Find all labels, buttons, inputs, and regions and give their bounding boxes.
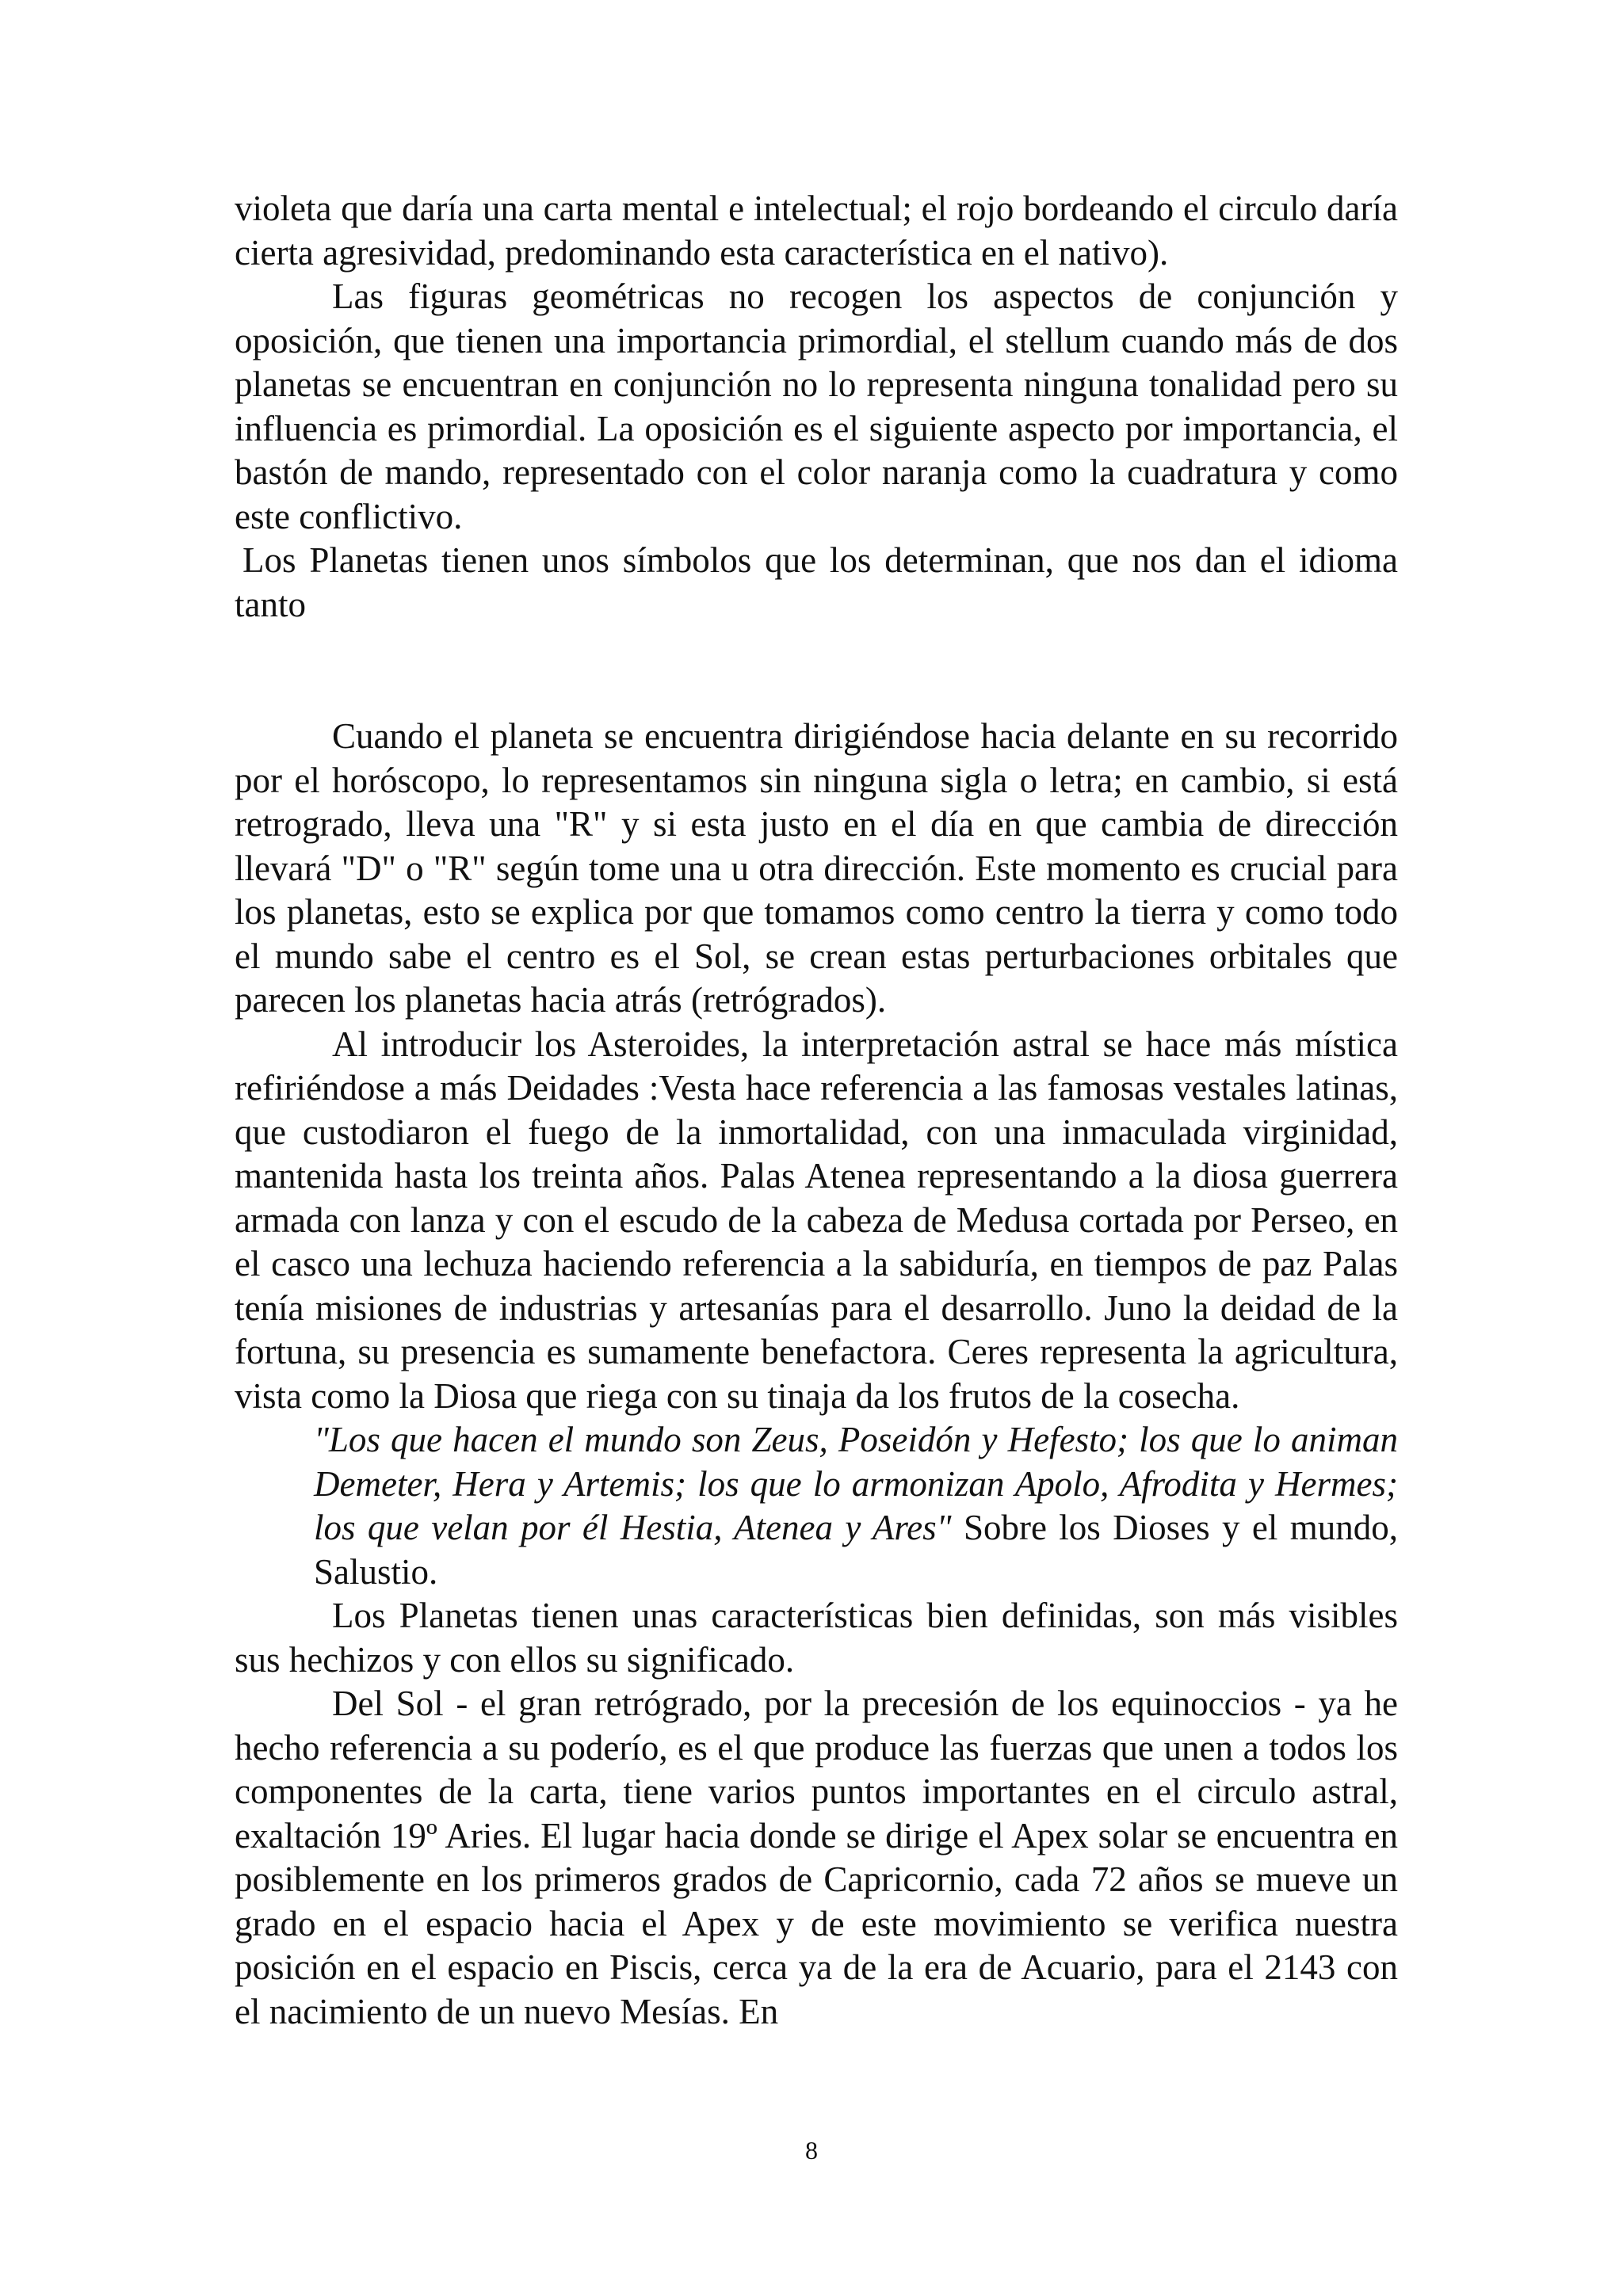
paragraph-geometric-figures: Las figuras geométricas no recogen los aspectos de conjunción y oposición, que tienen una importancia primordial, el stellum cuando más de dos planetas se encuentran en conjunción no lo representa ninguna tonalidad pero su influencia es primordial. La oposición es el siguiente aspecto por importancia, el bastón de mando, representado con el color naranja como la cuadratura y como este conflictivo. <box>235 277 1398 536</box>
paragraph-sun: Del Sol - el gran retrógrado, por la precesión de los equinoccios - ya he hecho referencia a su poderío, es el que produce las fuerzas que unen a todos los componentes de la carta, tiene varios puntos importantes en el circulo astral, exaltación 19º Aries. El lugar hacia donde se dirige el Apex solar se encuentra en posiblemente en los primeros grados de Capricornio, cada 72 años se mueve un grado en el espacio hacia el Apex y de este movimiento se verifica nuestra posición en el espacio en Piscis, cerca ya de la era de Acuario, para el 2143 con el nacimiento de un nuevo Mesías. En <box>235 1684 1398 2031</box>
paragraph-planet-symbols: Los Planetas tienen unos símbolos que los determinan, que nos dan el idioma tanto <box>235 540 1398 624</box>
page-body <box>235 187 1398 2034</box>
quote-source: Sobre los Dioses y el mundo, Salustio. <box>314 1508 1398 1592</box>
paragraph-color-continuation: violeta que daría una carta mental e intelectual; el rojo bordeando el circulo daría cierta agresividad, predominando esta característica en el nativo). <box>235 189 1398 273</box>
blank-gap <box>235 627 1398 715</box>
paragraph-asteroids: Al introducir los Asteroides, la interpretación astral se hace más mística refiriéndose a más Deidades :Vesta hace referencia a las famosas vestales latinas, que custodiaron el fuego de la inmortalidad, con una inmaculada virginidad, mantenida hasta los treinta años. Palas Atenea representando a la diosa guerrera armada con lanza y con el escudo de la cabeza de Medusa cortada por Perseo, en el casco una lechuza haciendo referencia a la sabiduría, en tiempos de paz Palas tenía misiones de industrias y artesanías para el desarrollo. Juno la deidad de la fortuna, su presencia es sumamente benefactora. Ceres representa la agricultura, vista como la Diosa que riega con su tinaja da los frutos de la cosecha. <box>235 1024 1398 1416</box>
paragraph-planet-characteristics: Los Planetas tienen unas características bien definidas, son más visibles sus hechizos y con ellos su significado. <box>235 1596 1398 1680</box>
page-number: 8 <box>805 2136 818 2164</box>
paragraph-retrograde: Cuando el planeta se encuentra dirigiéndose hacia delante en su recorrido por el horóscopo, lo representamos sin ninguna sigla o letra; en cambio, si está retrogrado, lleva una "R" y si esta justo en el día en que cambia de dirección llevará "D" o "R" según tome una u otra dirección. Este momento es crucial para los planetas, esto se explica por que tomamos como centro la tierra y como todo el mundo sabe el centro es el Sol, se crean estas perturbaciones orbitales que parecen los planetas hacia atrás (retrógrados). <box>235 716 1398 1020</box>
quote-text: "Los que hacen el mundo son Zeus, Poseidón y Hefesto; los que lo animan Demeter, Hera y Artemis; los que lo armonizan Apolo, Afrodita y Hermes; los que velan por él Hestia, Atenea y Ares" <box>314 1420 1398 1547</box>
block-quote <box>314 1418 1398 1594</box>
